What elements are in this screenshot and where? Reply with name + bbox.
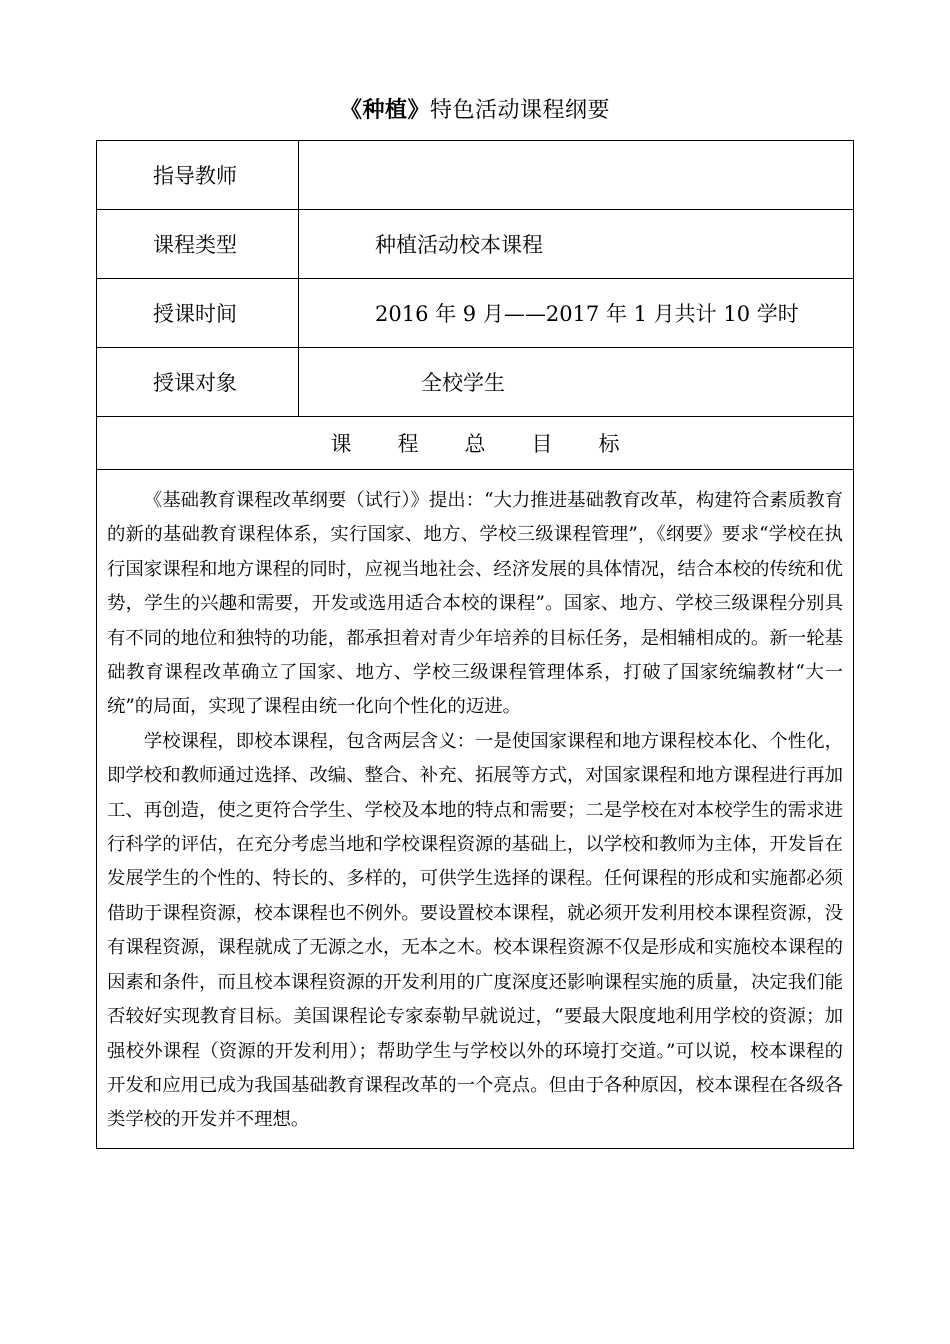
section-heading: 课程总目标 [330, 432, 666, 456]
row-label-audience: 授课对象 [97, 348, 299, 417]
row-value-instructor [299, 141, 854, 210]
body-text-cell [97, 470, 854, 1149]
section-heading-row [97, 417, 854, 470]
audience-text: 全校学生 [421, 371, 505, 395]
table-row [97, 348, 854, 417]
table-row [97, 210, 854, 279]
title-bold-part: 《种植》 [339, 97, 430, 123]
row-label-instructor: 指导教师 [97, 141, 299, 210]
course-type-text: 种植活动校本课程 [375, 233, 543, 257]
page-title [0, 95, 950, 126]
paragraph-1: 《基础教育课程改革纲要（试行）》提出：“大力推进基础教育改革，构建符合素质教育的新的基础教育课程体系，实行国家、地方、学校三级课程管理”，《纲要》要求“学校在执行国家课程和地方课程的同时，应视当地社会、经济发展的具体情况，结合本校的传统和优势，学生的兴趣和需要，开发或选用适合本校的课程”。国家、地方、学校三级课程分别具有不同的地位和独特的功能，都承担着对青少年培养的目标任务，是相辅相成的。新一轮基础教育课程改革确立了国家、地方、学校三级课程管理体系，打破了国家统编教材“大一统”的局面，实现了课程由统一化向个性化的迈进。 [107, 490, 843, 718]
row-value-teaching-time [299, 279, 854, 348]
course-outline-table [96, 140, 854, 1149]
title-rest-part: 特色活动课程纲要 [430, 98, 611, 123]
row-value-course-type [299, 210, 854, 279]
teaching-time-text: 2016 年 9 月——2017 年 1 月共计 10 学时 [375, 302, 799, 326]
table-row [97, 470, 854, 1149]
row-value-audience [299, 348, 854, 417]
section-heading-cell [97, 417, 854, 470]
paragraph-2: 学校课程，即校本课程，包含两层含义：一是使国家课程和地方课程校本化、个性化，即学校和教师通过选择、改编、整合、补充、拓展等方式，对国家课程和地方课程进行再加工、再创造，使之更符合学生、学校及本地的特点和需要；二是学校在对本校学生的需求进行科学的评估，在充分考虑当地和学校课程资源的基础上，以学校和教师为主体，开发旨在发展学生的个性的、特长的、多样的，可供学生选择的课程。任何课程的形成和实施都必须借助于课程资源，校本课程也不例外。要设置校本课程，就必须开发利用校本课程资源，没有课程资源，课程就成了无源之水，无本之木。校本课程资源不仅是形成和实施校本课程的因素和条件，而且校本课程资源的开发利用的广度深度还影响课程实施的质量，决定我们能否较好实现教育目标。美国课程论专家泰勒早就说过，“要最大限度地利用学校的资源；加强校外课程（资源的开发利用）；帮助学生与学校以外的环境打交道。”可以说，校本课程的开发和应用已成为我国基础教育课程改革的一个亮点。但由于各种原因，校本课程在各级各类学校的开发并不理想。 [107, 730, 843, 1131]
table-row [97, 141, 854, 210]
row-label-course-type: 课程类型 [97, 210, 299, 279]
table-row [97, 279, 854, 348]
row-label-teaching-time: 授课时间 [97, 279, 299, 348]
